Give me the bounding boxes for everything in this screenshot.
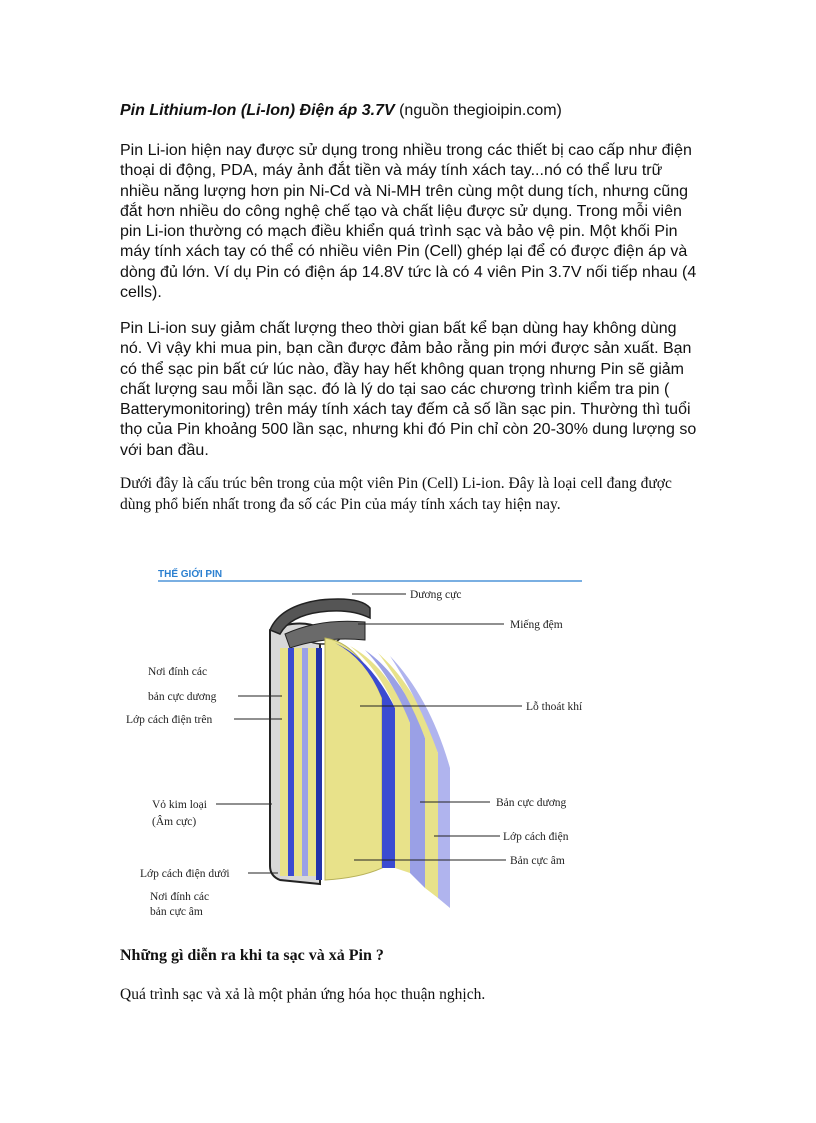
label-lo-thoat-khi: Lỗ thoát khí: [526, 701, 583, 713]
label-noi-dinh-am-line2: bản cực âm: [150, 906, 203, 918]
label-lop-cach-dien: Lớp cách điện: [503, 831, 569, 843]
label-noi-dinh-duong-line2: bản cực dương: [148, 691, 217, 703]
label-duong-cuc: Dương cực: [410, 589, 462, 601]
center-core: [316, 648, 322, 880]
yellow-layer: [308, 648, 316, 876]
document-title: [120, 102, 720, 120]
label-vo-kim-loai-line1: Vỏ kim loại: [152, 799, 207, 811]
yellow-layer: [280, 648, 288, 876]
title-bold: Pin Lithium-Ion (Li-Ion) Điện áp 3.7V: [120, 102, 395, 119]
label-mieng-dem: Miếng đệm: [510, 619, 563, 631]
paragraph-structure-intro: Dưới đây là cấu trúc bên trong của một viên Pin (Cell) Li-ion. Đây là loại cell đang được dùng phổ biến nhất trong đa số các Pin của máy tính xách tay hiện nay.: [120, 475, 672, 513]
label-lop-cach-dien-duoi: Lớp cách điện dưới: [140, 868, 230, 880]
yellow-layer: [294, 648, 302, 876]
blue-layer: [288, 648, 294, 876]
label-vo-kim-loai-line2: (Âm cực): [152, 816, 197, 828]
paragraph-degradation: Pin Li-ion suy giảm chất lượng theo thời gian bất kể bạn dùng hay không dùng nó. Vì vậy khi mua pin, bạn cần được đảm bảo rằng pin mới được sản xuất. Bạn có thể sạc pin bất cứ lúc nào, đầy hay hết không quan trọng nhưng Pin sẽ giảm chất lượng sau mỗi lần sạc. đó là lý do tại sao các chương trình kiểm tra pin ( Batterymonitoring) trên máy tính xách tay đếm cả số lần sạc pin. Thường thì tuổi thọ của Pin khoảng 500 lần sạc, nhưng khi đó Pin chỉ còn 20-30% dung lượng so với ban đầu.: [120, 320, 697, 459]
brand-label: THẾ GIỚI PIN: [158, 569, 223, 580]
battery-diagram-svg: [120, 548, 620, 928]
lavender-layer: [302, 648, 308, 876]
label-ban-cuc-duong: Bản cực dương: [496, 797, 567, 809]
battery-cross-section-figure: [120, 548, 620, 928]
label-noi-dinh-duong-line1: Nơi đính các: [148, 666, 208, 678]
label-lop-cach-dien-tren: Lớp cách điện trên: [126, 714, 213, 726]
label-ban-cuc-am: Bản cực âm: [510, 855, 565, 867]
paragraph-charge-discharge: Quá trình sạc và xả là một phản ứng hóa học thuận nghịch.: [120, 986, 486, 1003]
title-source: (nguồn thegioipin.com): [394, 102, 562, 119]
label-noi-dinh-am-line1: Nơi đính các: [150, 891, 210, 903]
section-heading: Những gì diễn ra khi ta sạc và xả Pin ?: [120, 947, 384, 964]
paragraph-intro: Pin Li-ion hiện nay được sử dụng trong nhiều trong các thiết bị cao cấp như điện thoại di động, PDA, máy ảnh đắt tiền và máy tính xách tay...nó có thể lưu trữ nhiều năng lượng hơn pin Ni-Cd và Ni-MH trên cùng một dung tích, nhưng cũng đắt hơn nhiều do công nghệ chế tạo và chất liệu được sử dụng. Trong mỗi viên pin Li-ion thường có mạch điều khiển quá trình sạc và bảo vệ pin. Một khối Pin máy tính xách tay có thể có nhiều viên Pin (Cell) ghép lại để có được điện áp và dòng đủ lớn. Ví dụ Pin có điện áp 14.8V tức là có 4 viên Pin 3.7V nối tiếp nhau (4 cells).: [120, 142, 697, 302]
